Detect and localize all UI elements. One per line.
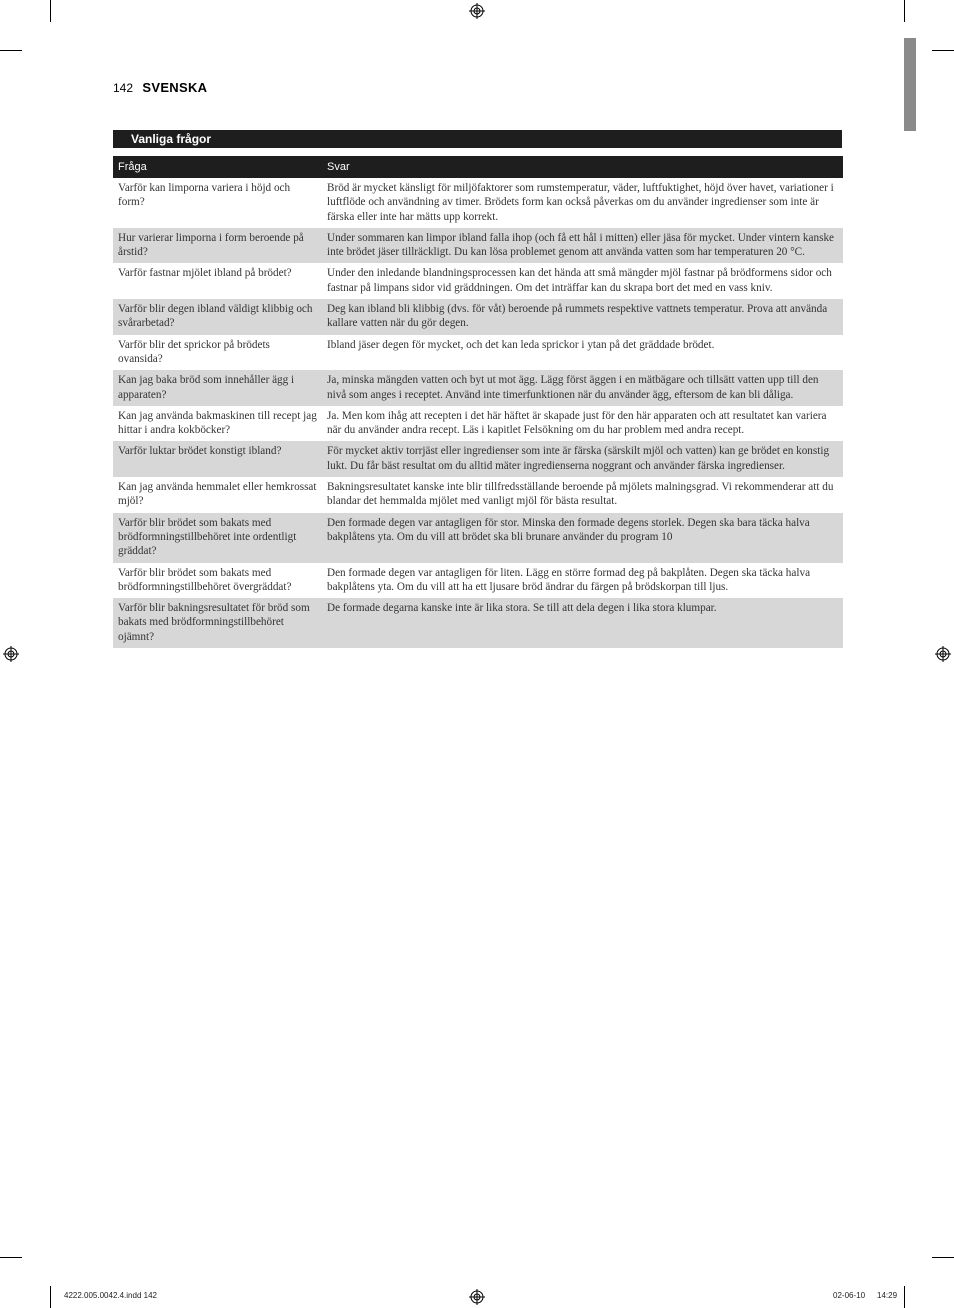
answer-cell: De formade degarna kanske inte är lika stora. Se till att dela degen i lika stora klumpar.	[322, 598, 843, 648]
crop-mark	[932, 1257, 954, 1258]
table-row	[113, 406, 843, 442]
thumb-index-tab	[904, 38, 916, 131]
crop-mark	[932, 50, 954, 51]
table-row	[113, 513, 843, 563]
table-row	[113, 178, 843, 228]
crop-mark	[50, 0, 51, 22]
table-row	[113, 441, 843, 477]
table-row	[113, 598, 843, 648]
footer-date: 02-06-10	[833, 1291, 866, 1300]
footer-time: 14:29	[877, 1291, 898, 1300]
answer-cell: Ja, minska mängden vatten och byt ut mot ägg. Lägg först äggen i en mätbägare och tillsätt vatten upp till den nivå som anges i receptet. Använd inte timerfunktionen när du använder ägg, eftersom de kan bli dåliga.	[322, 370, 843, 406]
table-row	[113, 299, 843, 335]
section-title: Vanliga frågor	[113, 130, 842, 148]
answer-cell: Ja. Men kom ihåg att recepten i det här häftet är skapade just för den här apparaten och att resultatet kan variera när du använder andra recept. Läs i kapitlet Felsökning om du har problem med andra recept.	[327, 409, 827, 437]
registration-mark-icon	[3, 646, 19, 662]
crop-mark	[904, 1286, 905, 1308]
page-number: 142	[113, 81, 134, 95]
crop-mark	[904, 0, 905, 22]
crop-mark	[0, 1257, 22, 1258]
answer-cell: Deg kan ibland bli klibbig (dvs. för våt) beroende på rummets respektive vattnets temperatur. Prova att använda kallare vatten när du gör degen.	[322, 299, 843, 335]
question-cell: Varför luktar brödet konstigt ibland?	[113, 441, 322, 477]
answer-cell: Den formade degen var antagligen för stor. Minska den formade degens storlek. Degen ska bara täcka halva bakplåtens yta. Om du vill att brödet ska bli brunare använder du program 10	[322, 513, 843, 563]
answer-cell: Under den inledande blandningsprocessen kan det hända att små mängder mjöl fastnar på brödformens sidor och fastnar på limpans sidor vid gräddningen. Om det inträffar kan du skrapa bort det med en vass kniv.	[327, 267, 832, 294]
answer-cell: För mycket aktiv torrjäst eller ingredienser som inte är färska (särskilt mjöl och vatten) kan ge brödet en konstig lukt. Du får bäst resultat om du alltid mäter ingredienserna noggrant och använder färska ingredienser.	[322, 441, 843, 477]
question-cell: Hur varierar limporna i form beroende på årstid?	[113, 228, 322, 264]
page-header	[113, 80, 207, 95]
question-cell: Varför blir bakningsresultatet för bröd som bakats med brödformningstillbehöret ojämnt?	[113, 598, 322, 648]
registration-mark-icon	[469, 1289, 485, 1305]
question-cell: Varför blir brödet som bakats med brödformningstillbehöret övergräddat?	[118, 566, 292, 593]
column-header-question: Fråga	[113, 156, 322, 178]
registration-mark-icon	[935, 646, 951, 662]
table-row	[113, 228, 843, 264]
answer-cell: Ibland jäser degen för mycket, och det kan leda sprickor i ytan på det gräddade brödet.	[327, 338, 715, 351]
language-title: SVENSKA	[142, 80, 208, 95]
question-cell: Varför fastnar mjölet ibland på brödet?	[118, 267, 292, 280]
table-row	[113, 335, 843, 371]
table-row	[113, 370, 843, 406]
question-cell: Kan jag baka bröd som innehåller ägg i apparaten?	[113, 370, 322, 406]
answer-cell: Bröd är mycket känsligt för miljöfaktorer som rumstemperatur, väder, luftfuktighet, höjd över havet, variationer i luftflöde och användning av timer. Brödets form kan också påverkas om du använder ingredienser som inte är färska eller inte har mätts upp korrekt.	[327, 182, 834, 223]
footer-file-info: 4222.005.0042.4.indd 142	[64, 1291, 157, 1300]
question-cell: Varför kan limporna variera i höjd och form?	[118, 182, 291, 209]
answer-cell: Den formade degen var antagligen för liten. Lägg en större formad deg på bakplåten. Degen ska täcka halva bakplåtens yta. Om du vill att ha ett ljusare bröd ändrar du färgen på brödskorpan till ljus.	[327, 566, 811, 593]
question-cell: Varför blir degen ibland väldigt klibbig och svårarbetad?	[113, 299, 322, 335]
column-header-answer: Svar	[322, 156, 843, 178]
table-row	[113, 563, 843, 599]
faq-table	[113, 156, 843, 648]
question-cell: Kan jag använda bakmaskinen till recept jag hittar i andra kokböcker?	[118, 409, 317, 437]
answer-cell: Bakningsresultatet kanske inte blir tillfredsställande beroende på mjölets malningsgrad. Vi rekommenderar att du blandar det hemmalda mjölet med vanligt mjöl för bästa resultat.	[327, 481, 834, 508]
table-row	[113, 263, 843, 299]
crop-mark	[0, 50, 22, 51]
registration-mark-icon	[469, 3, 485, 19]
table-row	[113, 477, 843, 513]
answer-cell: Under sommaren kan limpor ibland falla ihop (och få ett hål i mitten) eller jäsa för mycket. Under vintern kanske inte brödet jäser tillräckligt. Du kan lösa problemet genom att använda vatten som har temperaturen 20 °C.	[322, 228, 843, 264]
question-cell: Varför blir brödet som bakats med brödformningstillbehöret inte ordentligt gräddat?	[113, 513, 322, 563]
crop-mark	[50, 1286, 51, 1308]
table-header-row	[113, 156, 843, 178]
question-cell: Varför blir det sprickor på brödets ovansida?	[118, 338, 270, 365]
question-cell: Kan jag använda hemmalet eller hemkrossat mjöl?	[118, 481, 317, 508]
